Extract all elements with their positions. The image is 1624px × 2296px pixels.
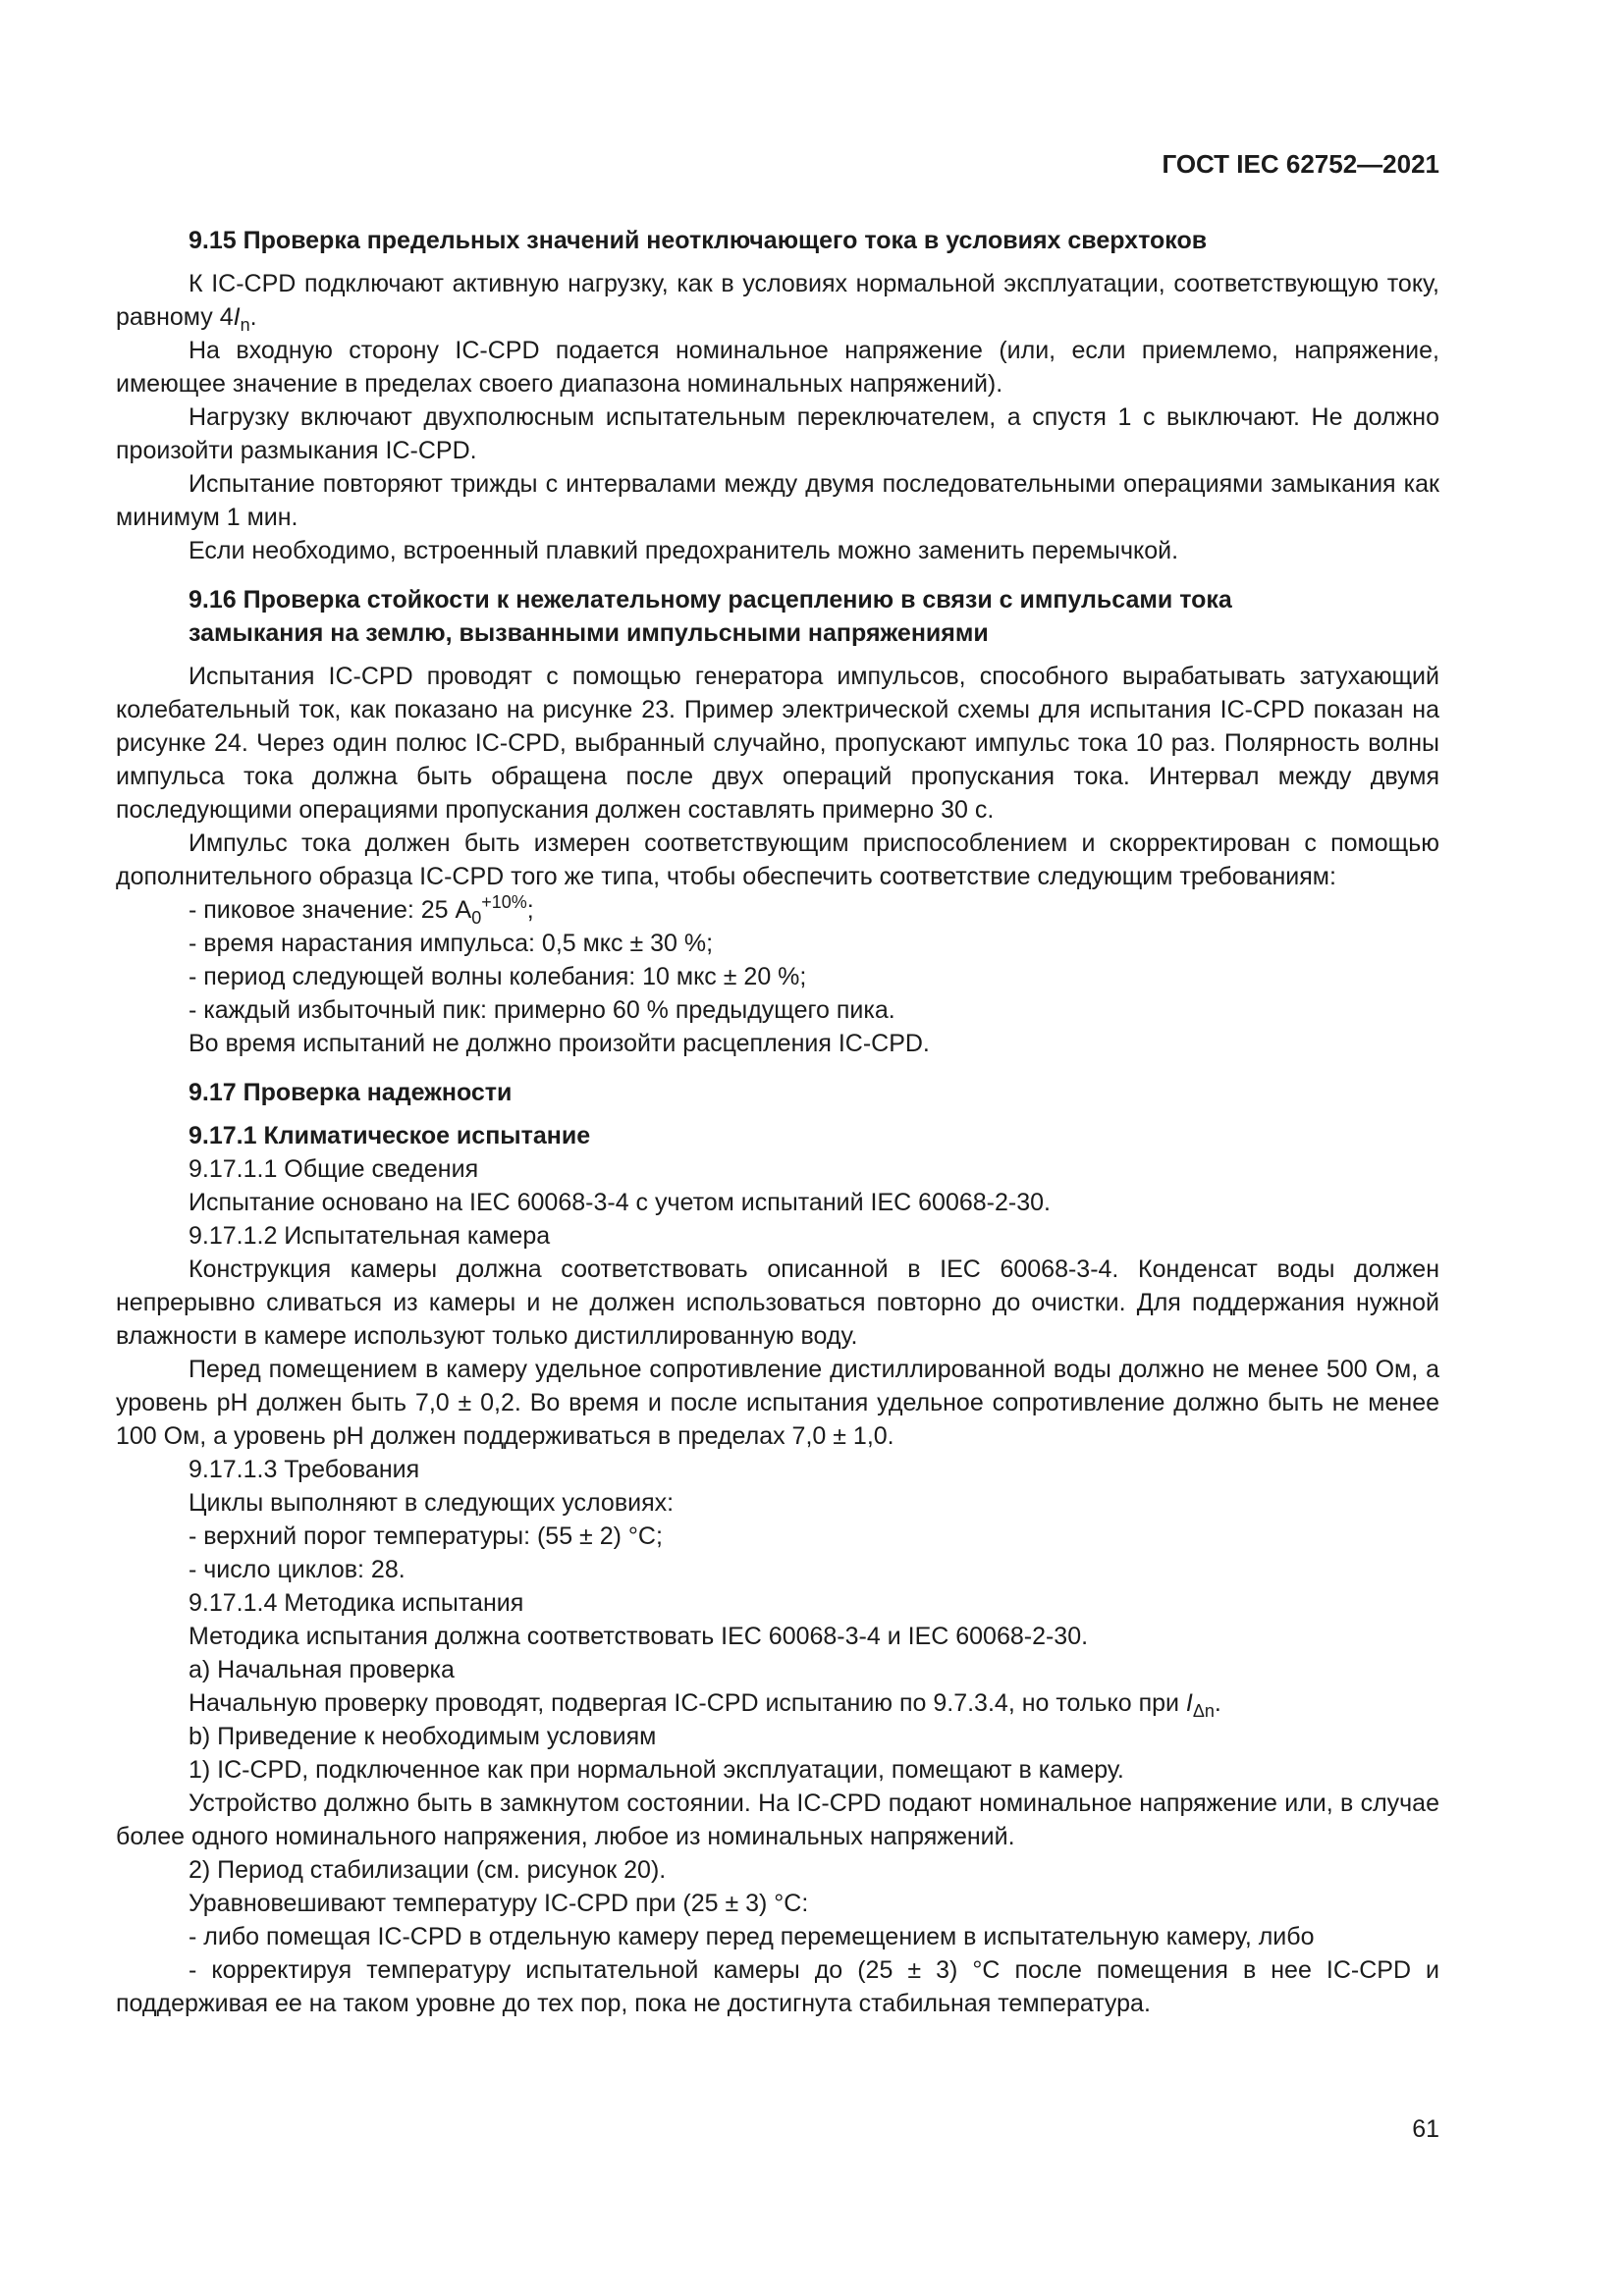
list-item: - пиковое значение: 25 $А_0^{+10\%}$; — [189, 892, 534, 928]
item-title: b) Приведение к необходимым условиям — [189, 1723, 657, 1750]
clause-title: 9.17.1.3 Требования — [189, 1456, 420, 1483]
list-item: - число циклов: 28. — [189, 1556, 406, 1583]
section-9-16-heading: 9.16 Проверка стойкости к нежелательному расцеплению в связи с импульсами тока замыкания на землю, вызванными импульсными напряжениями — [189, 586, 1232, 647]
section-9-15-heading: 9.15 Проверка предельных значений неотключающего тока в условиях сверхтоков — [189, 227, 1208, 254]
paragraph: Во время испытаний не должно произойти расцепления IC-CPD. — [189, 1030, 930, 1057]
paragraph: Циклы выполняют в следующих условиях: — [189, 1489, 675, 1517]
paragraph: Уравновешивают температуру IC-CPD при (25 ± 3) °С: — [189, 1890, 809, 1917]
paragraph: Если необходимо, встроенный плавкий предохранитель можно заменить перемычкой. — [189, 537, 1179, 564]
paragraph: 2) Период стабилизации (см. рисунок 20). — [189, 1856, 667, 1884]
document-body — [116, 224, 1439, 2020]
list-item: - каждый избыточный пик: примерно 60 % предыдущего пика. — [189, 996, 895, 1024]
clause-title: 9.17.1.4 Методика испытания — [189, 1589, 524, 1617]
item-title: a) Начальная проверка — [189, 1656, 455, 1683]
list-item: - корректируя температуру испытательной камеры до (25 ± 3) °С после помещения в нее IC-CPD и поддерживая ее на таком уровне до тех пор, пока не достигнута стабильная температура. — [116, 1956, 1439, 2017]
section-9-17-heading: 9.17 Проверка надежности — [189, 1079, 513, 1106]
paragraph: Перед помещением в камеру удельное сопротивление дистиллированной воды должно не менее 500 Ом, а уровень pH должен быть 7,0 ± 0,2. Во время и после испытания удельное сопротивление должно быть не менее 100 Ом, а уровень pH должен поддерживаться в пределах 7,0 ± 1,0. — [116, 1356, 1439, 1450]
subsection-heading: 9.17.1 Климатическое испытание — [189, 1122, 591, 1149]
paragraph: Начальную проверку проводят, подвергая IC-CPD испытанию по 9.7.3.4, но только при $I_{\Delta n}$. — [189, 1689, 1221, 1721]
paragraph: Конструкция камеры должна соответствовать описанной в IEC 60068-3-4. Конденсат воды должен непрерывно сливаться из камеры и не должен использоваться повторно до очистки. Для поддержания нужной влажности в камере используют только дистиллированную воду. — [116, 1255, 1439, 1350]
list-item: - время нарастания импульса: 0,5 мкс ± 30 %; — [189, 930, 714, 957]
clause-title: 9.17.1.1 Общие сведения — [189, 1155, 479, 1183]
paragraph: Нагрузку включают двухполюсным испытательным переключателем, а спустя 1 с выключают. Не должно произойти размыкания IC-CPD. — [116, 403, 1439, 464]
paragraph: На входную сторону IC-CPD подается номинальное напряжение (или, если приемлемо, напряжение, имеющее значение в пределах своего диапазона номинальных напряжений). — [116, 337, 1439, 398]
list-item: - верхний порог температуры: (55 ± 2) °С; — [189, 1522, 663, 1550]
paragraph: Методика испытания должна соответствовать IEC 60068-3-4 и IEC 60068-2-30. — [189, 1623, 1089, 1650]
paragraph: Устройство должно быть в замкнутом состоянии. На IC-CPD подают номинальное напряжение или, в случае более одного номинального напряжения, любое из номинальных напряжений. — [116, 1789, 1439, 1850]
paragraph: Испытание основано на IEC 60068-3-4 с учетом испытаний IEC 60068-2-30. — [189, 1189, 1051, 1216]
paragraph: 1) IC-CPD, подключенное как при нормальной эксплуатации, помещают в камеру. — [189, 1756, 1124, 1784]
paragraph: Импульс тока должен быть измерен соответствующим приспособлением и скорректирован с помощью дополнительного образца IC-CPD того же типа, чтобы обеспечить соответствие следующим требованиям: — [116, 829, 1439, 890]
clause-title: 9.17.1.2 Испытательная камера — [189, 1222, 551, 1250]
page-number: 61 — [1412, 2115, 1439, 2143]
list-item: - период следующей волны колебания: 10 мкс ± 20 %; — [189, 963, 807, 990]
paragraph: К IC-CPD подключают активную нагрузку, как в условиях нормальной эксплуатации, соответствующую току, равному $4I_n$. — [116, 270, 1439, 335]
paragraph: Испытание повторяют трижды с интервалами между двумя последовательными операциями замыкания как минимум 1 мин. — [116, 470, 1439, 531]
paragraph: Испытания IC-CPD проводят с помощью генератора импульсов, способного вырабатывать затухающий колебательный ток, как показано на рисунке 23. Пример электрической схемы для испытания IC-CPD показан на рисунке 24. Через один полюс IC-CPD, выбранный случайно, пропускают импульс тока 10 раз. Полярность волны импульса тока должна быть обращена после двух операций пропускания тока. Интервал между двумя последующими операциями пропускания должен составлять примерно 30 с. — [116, 663, 1439, 824]
document-header: ГОСТ IEC 62752—2021 — [1162, 149, 1439, 179]
list-item: - либо помещая IC-CPD в отдельную камеру перед перемещением в испытательную камеру, либо — [189, 1923, 1315, 1950]
